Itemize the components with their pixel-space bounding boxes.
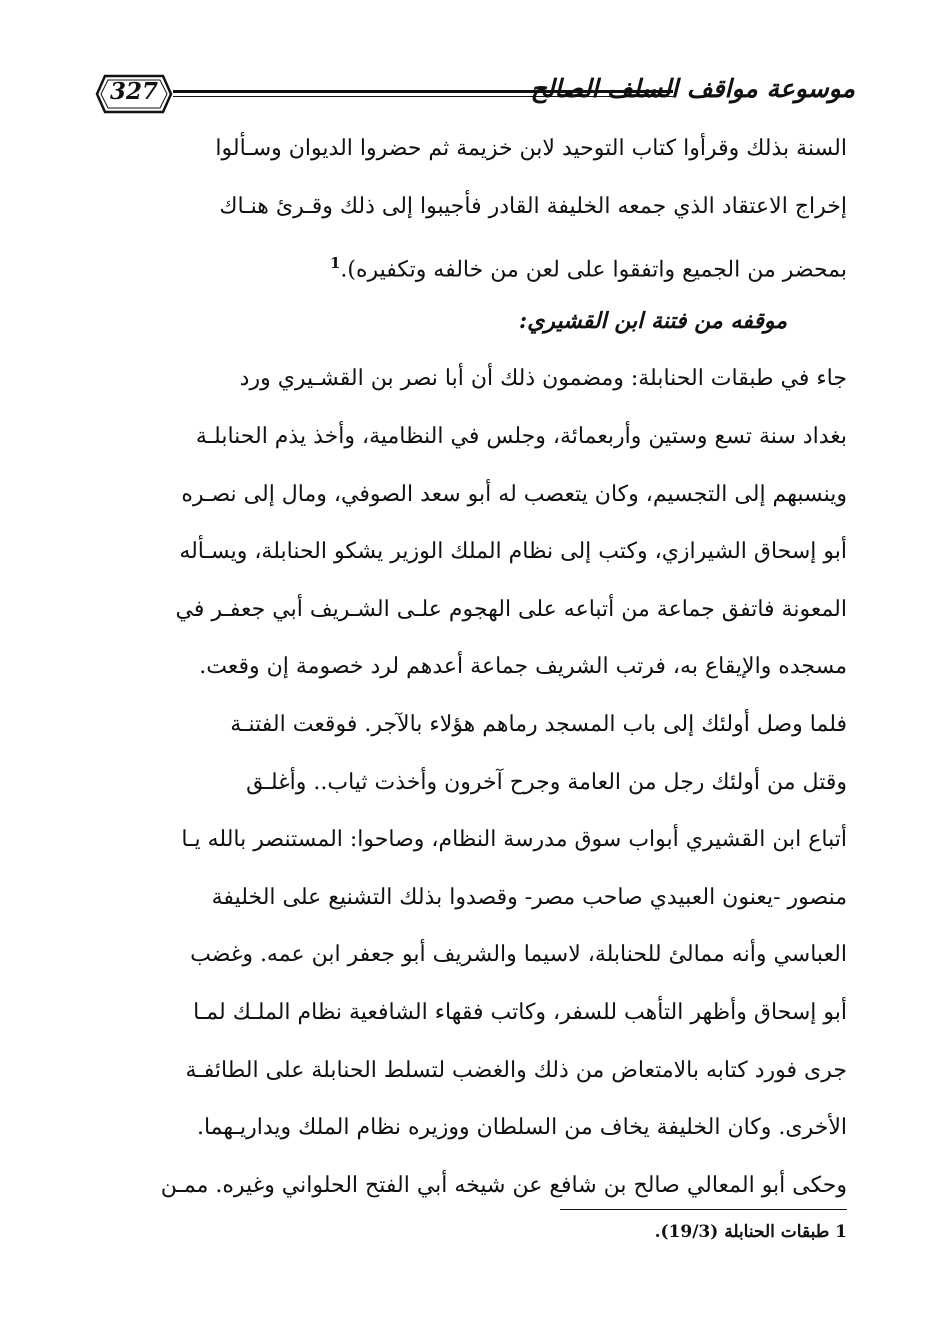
page-number: 327 [109,78,158,105]
body-text [95,120,847,1214]
footnote-separator [560,1209,847,1210]
text-line: منصور -يعنون العبيدي صاحب مصر- وقصدوا بذلك التشنيع على الخليفة [211,884,847,910]
text-line [95,235,847,293]
text-line: جاء في طبقات الحنابلة: ومضمون ذلك أن أبا نصر بن القشـيري ورد [239,366,847,392]
section-heading: موقفه من فتنة ابن القشيري: [518,307,787,334]
text-line: وينسبهم إلى التجسيم، وكان يتعصب له أبو سعد الصوفي، ومال إلى نصـره [181,481,847,507]
book-title: موسوعة مواقف السلف الصالح [530,74,855,103]
text-segment: بمحضر من الجميع واتفقوا على لعن من خالفه وتكفيره). [340,257,847,283]
text-line: إخراج الاعتقاد الذي جمعه الخليفة القادر فأجيبوا إلى ذلك وقـرئ هنـاك [219,193,847,219]
page-number-badge [95,72,173,116]
text-line: أبو إسحاق وأظهر التأهب للسفر، وكاتب فقهاء الشافعية نظام الملـك لمـا [193,999,847,1025]
text-line: جرى فورد كتابه بالامتعاض من ذلك والغضب لتسلط الحنابلة على الطائفـة [185,1057,847,1083]
footnote-text: طبقات الحنابلة (19/3). [654,1222,830,1242]
text-line: أتباع ابن القشيري أبواب سوق مدرسة النظام، وصاحوا: المستنصر بالله يـا [181,827,847,853]
text-line: فلما وصل أولئك إلى باب المسجد رماهم هؤلاء بالآجر. فوقعت الفتنـة [230,711,847,737]
text-line: وقتل من أولئك رجل من العامة وجرح آخرون وأخذت ثياب.. وأغلـق [246,769,847,795]
footnote-reference: 1 [329,254,341,273]
text-line: وحكى أبو المعالي صالح بن شافع عن شيخه أبي الفتح الحلواني وغيره. ممـن [160,1172,847,1198]
text-line: مسجده والإيقاع به، فرتب الشريف جماعة أعدهم لرد خصومة إن وقعت. [199,654,847,680]
text-line: العباسي وأنه ممالئ للحنابلة، لاسيما والشريف أبو جعفر ابن عمه. وغضب [190,942,847,968]
footnote [560,1218,847,1246]
footnote-number: 1 [835,1222,847,1242]
text-line: المعونة فاتفق جماعة من أتباعه على الهجوم علـى الشـريف أبي جعفـر في [175,596,847,622]
text-line: السنة بذلك وقرأوا كتاب التوحيد لابن خزيمة ثم حضروا الديوان وسـألوا [215,136,847,161]
text-line: أبو إسحاق الشيرازي، وكتب إلى نظام الملك الوزير يشكو الحنابلة، ويسـأله [179,539,847,565]
text-line: بغداد سنة تسع وستين وأربعمائة، وجلس في النظامية، وأخذ يذم الحنابلـة [195,423,847,449]
text-line: الأخرى. وكان الخليفة يخاف من السلطان ووزيره نظام الملك ويداريـهما. [196,1115,847,1141]
